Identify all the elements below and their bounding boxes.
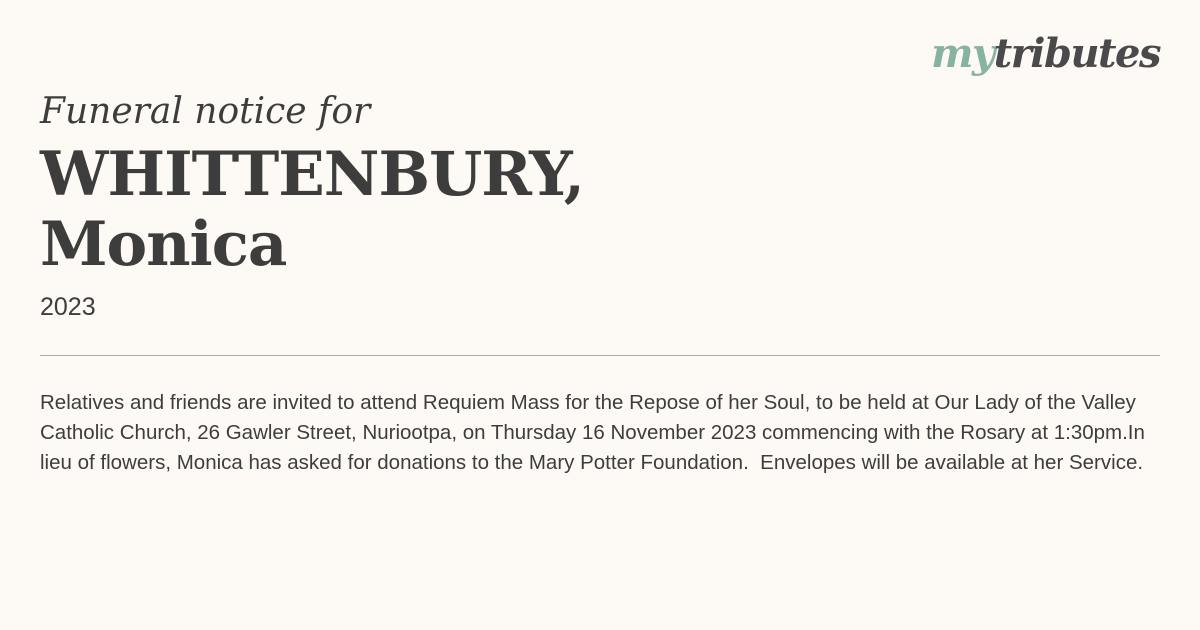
logo-my-text: my: [931, 30, 994, 77]
deceased-surname: WHITTENBURY,: [40, 139, 585, 210]
notice-year: 2023: [40, 293, 96, 321]
logo-tributes-text: tributes: [993, 30, 1160, 77]
mytributes-logo[interactable]: [931, 30, 1160, 77]
divider: [40, 355, 1160, 356]
notice-heading: Funeral notice for: [40, 91, 371, 132]
deceased-name: [40, 140, 584, 280]
deceased-given-name: Monica: [40, 209, 287, 280]
notice-body: Relatives and friends are invited to attend Requiem Mass for the Repose of her Soul, to be held at Our Lady of the Valley Catholic Church, 26 Gawler Street, Nuriootpa, on Thursday 16 November 2023 commencing with the Rosary at 1:30pm.In lieu of flowers, Monica has asked for donations to the Mary Potter Foundation. Envelopes will be available at her Service.: [40, 391, 1151, 474]
